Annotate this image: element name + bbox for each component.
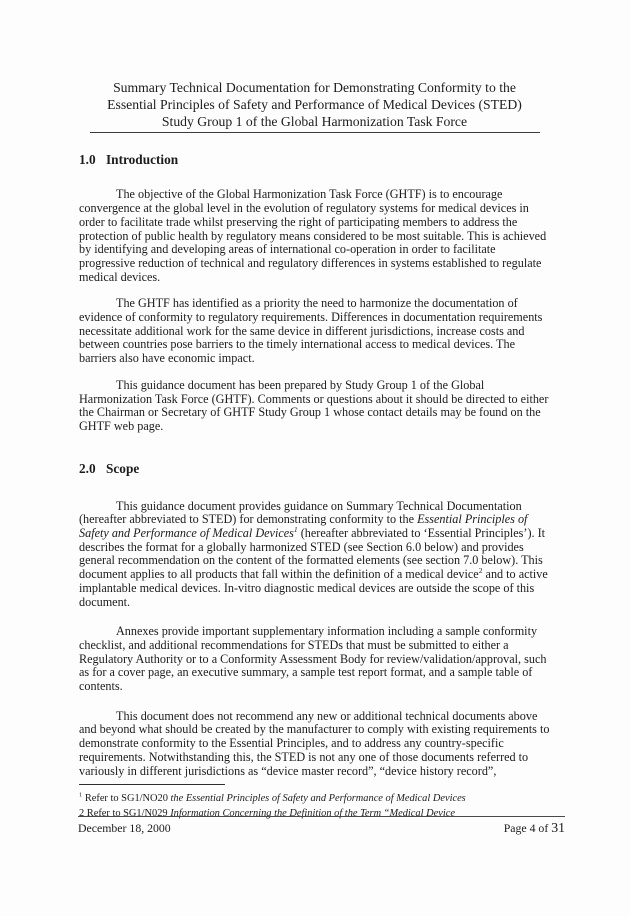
page-footer [78,816,565,836]
title-line: Summary Technical Documentation for Demonstrating Conformity to the [113,80,516,95]
section-number: 2.0 [79,460,96,476]
body-paragraph: Annexes provide important supplementary information including a sample conformity checklist, and additional recommendations for STEDs that must be submitted to either a Regulatory Authority or to a Conformity Assessment Body for review/validation/approval, such as for a cover page, an executive summary, a sample test report format, and a sample table of contents. [79,624,547,694]
body-paragraph: This guidance document provides guidance on Summary Technical Documentation (hereafter abbreviated to STED) for demonstrating conformity to the Essential Principles of Safety and Performance of Medical Devices$^1$ (hereafter abbreviated to ‘Essential Principles’). It describes the format for a globally harmonized STED (see Section 6.0 below) and provides general recommendation on the content of the formatted elements (see section 7.0 below). This document applies to all products that fall within the definition of a medical device$^2$ and to active implantable medical devices. In-vitro diagnostic medical devices are outside the scope of this document. [79,498,548,609]
body-paragraph: This document does not recommend any new or additional technical documents above and beyond what should be created by the manufacturer to comply with existing requirements to demonstrate conformity to the Essential Principles, and to address any country-specific requirements. Notwithstanding this, the STED is not any one of those documents referred to variously in different jurisdictions as “device master record”, “device history record”, [79,708,550,778]
footer-page-number: Page 4 of 31 [503,820,565,835]
section-heading-scope [79,461,550,476]
body-paragraph: The objective of the Global Harmonization Task Force (GHTF) is to encourage convergence at the global level in the evolution of regulatory systems for medical devices in order to facilitate trade whilst preserving the right of participating members to address the protection of public health by regulatory means considered to be most suitable. This is achieved by identifying and developing areas of international co-operation in order to facilitate progressive reduction of technical and regulatory differences in systems established to regulate medical devices. [79,187,547,284]
section-title: Scope [106,460,140,476]
footer-page-total: 31 [551,820,565,835]
footnote-divider [79,784,225,785]
body-paragraph: The GHTF has identified as a priority the need to harmonize the documentation of evidence of conformity to regulatory requirements. Differences in documentation requirements necessitate additional work for the same device in different jurisdictions, increase costs and between countries pose barriers to the timely international access to medical devices. The barriers also have economic impact. [79,296,543,366]
section-heading-introduction [79,152,550,167]
section-number: 1.0 [79,152,96,168]
footnote: 2 Refer to SG1/N029 Information Concerning the Definition of the Term “Medical Device [79,807,455,819]
section-title: Introduction [106,152,179,168]
title-line: Essential Principles of Safety and Performance of Medical Devices (STED) [107,96,522,112]
footer-date: December 18, 2000 [78,821,171,835]
title-line: Study Group 1 of the Global Harmonization Task Force [161,113,468,129]
document-title [90,80,540,133]
document-content [79,80,550,820]
footnote: $^1$ Refer to SG1/NO20 the Essential Principles of Safety and Performance of Medical Devices [79,791,466,805]
body-paragraph: This guidance document has been prepared by Study Group 1 of the Global Harmonization Task Force (GHTF). Comments or questions about it should be directed to either the Chairman or Secretary of GHTF Study Group 1 whose contact details may be found on the GHTF web page. [79,377,549,433]
